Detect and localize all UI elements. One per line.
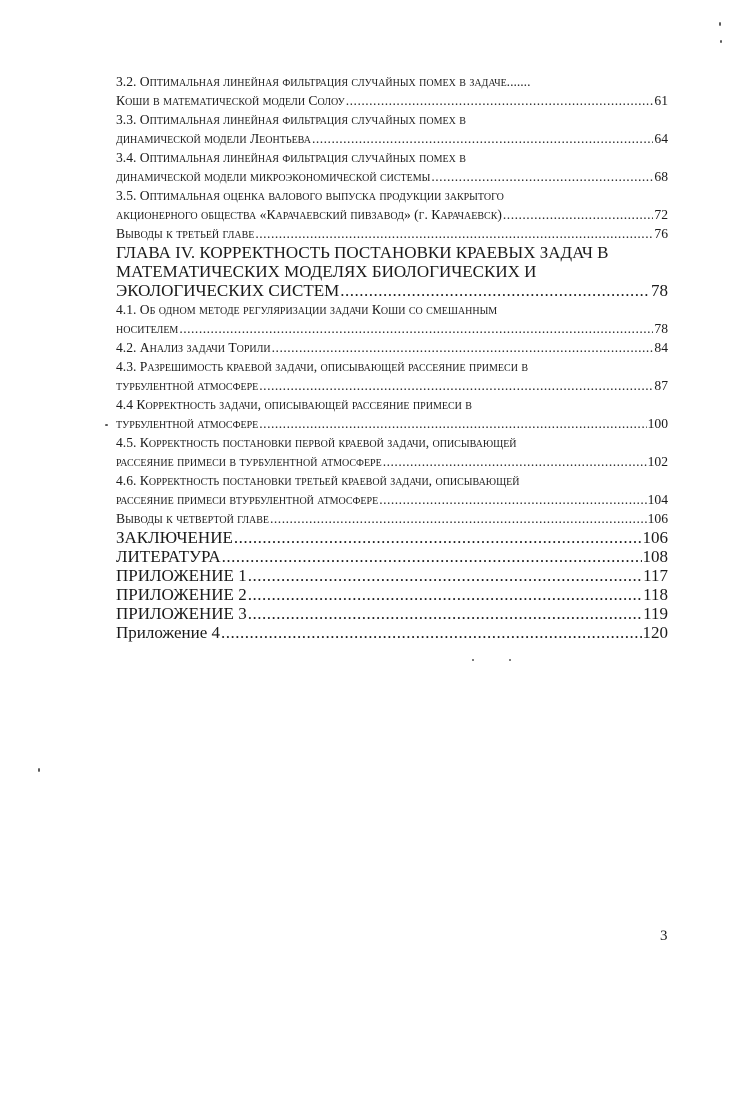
dot-leader <box>255 224 653 243</box>
toc-entry-page: 100 <box>647 416 668 431</box>
dot-leader <box>259 414 646 433</box>
toc-entry-title-line: ПРИЛОЖЕНИЕ 1 <box>116 566 247 585</box>
toc-entry <box>116 471 668 509</box>
dot-leader <box>312 129 653 148</box>
toc-entry-title-line: ЭКОЛОГИЧЕСКИХ СИСТЕМ <box>116 281 340 300</box>
toc-entry-last-line <box>116 452 668 471</box>
toc-entry-title-line: ЗАКЛЮЧЕНИЕ <box>116 528 233 547</box>
toc-entry <box>116 224 668 243</box>
toc-entry-last-line <box>116 376 668 395</box>
toc-entry-last-line <box>116 623 668 642</box>
dot-leader <box>383 452 647 471</box>
dot-leader <box>503 205 654 224</box>
page-number: 3 <box>660 928 668 944</box>
toc-entry-page: 68 <box>654 169 668 184</box>
toc-entry-last-line <box>116 547 668 566</box>
toc-entry <box>116 566 668 585</box>
toc-entry <box>116 604 668 623</box>
dot-leader <box>222 547 642 566</box>
toc-entry-last-line <box>116 509 668 528</box>
toc-entry-title-line: акционерного общества «Карачаевский пивзавод» (г. Карачаевск) <box>116 207 502 222</box>
toc-entry-title-line: 4.5. Корректность постановки первой краевой задачи, описывающей <box>116 435 517 450</box>
scan-speck <box>720 40 722 43</box>
toc-entry <box>116 110 668 148</box>
toc-entry-title-line: ГЛАВА IV. КОРРЕКТНОСТЬ ПОСТАНОВКИ КРАЕВЫХ ЗАДАЧ В <box>116 243 609 262</box>
toc-entry-title-line: 4.3. Разрешимость краевой задачи, описывающей рассеяние примеси в <box>116 359 528 374</box>
toc-entry-title-line: Выводы к четвертой главе <box>116 511 269 526</box>
toc-entry-last-line <box>116 91 668 110</box>
toc-entry-page: 78 <box>651 281 668 300</box>
toc-entry-last-line <box>116 528 668 547</box>
toc-entry-last-line <box>116 566 668 585</box>
toc-entry-page: 72 <box>654 207 668 222</box>
toc-entry-page: 87 <box>654 378 668 393</box>
toc-entry-title-line: МАТЕМАТИЧЕСКИХ МОДЕЛЯХ БИОЛОГИЧЕСКИХ И <box>116 262 537 281</box>
toc-entry-title-line: Коши в математической модели Солоу <box>116 93 345 108</box>
toc-entry-last-line <box>116 224 668 243</box>
toc-entry-title-line: 4.6. Корректность постановки третьей краевой задачи, описывающей <box>116 473 520 488</box>
scan-speck <box>472 659 474 661</box>
toc-entry-title-line: рассеяние примеси в турбулентной атмосфере <box>116 454 382 469</box>
table-of-contents <box>116 72 668 642</box>
toc-entry <box>116 433 668 471</box>
toc-entry-title-line: динамической модели Леонтьева <box>116 131 311 146</box>
toc-entry-page: 118 <box>643 585 668 604</box>
toc-entry-page: 102 <box>647 454 668 469</box>
toc-entry-title-line: ПРИЛОЖЕНИЕ 2 <box>116 585 247 604</box>
dot-leader <box>379 490 646 509</box>
toc-entry-title-line: 4.2. Анализ задачи Торили <box>116 340 271 355</box>
toc-entry-last-line <box>116 205 668 224</box>
toc-entry-title-line: Приложение 4 <box>116 623 220 642</box>
dot-leader <box>270 509 647 528</box>
toc-entry <box>116 585 668 604</box>
toc-entry-last-line <box>116 281 668 300</box>
toc-entry-title-line: 3.2. Оптимальная линейная фильтрация случайных помех в задаче....... <box>116 74 531 89</box>
toc-entry-title-line: 4.4 Корректность задачи, описывающей рассеяние примеси в <box>116 397 472 412</box>
scan-speck <box>105 424 108 426</box>
toc-entry-title-line: 3.3. Оптимальная линейная фильтрация случайных помех в <box>116 112 466 127</box>
toc-entry-page: 84 <box>654 340 668 355</box>
toc-entry-last-line <box>116 167 668 186</box>
toc-entry-page: 76 <box>654 226 668 241</box>
dot-leader <box>259 376 653 395</box>
toc-entry <box>116 357 668 395</box>
toc-entry-title-line: ПРИЛОЖЕНИЕ 3 <box>116 604 247 623</box>
toc-entry <box>116 148 668 186</box>
dot-leader <box>431 167 653 186</box>
toc-entry <box>116 300 668 338</box>
toc-entry-title-line: носителем <box>116 321 179 336</box>
toc-entry <box>116 623 668 642</box>
dot-leader <box>221 623 642 642</box>
toc-entry <box>116 509 668 528</box>
toc-entry-last-line <box>116 604 668 623</box>
dot-leader <box>248 585 642 604</box>
dot-leader <box>248 566 642 585</box>
toc-entry-title-line: динамической модели микроэкономической системы <box>116 169 431 184</box>
scan-speck <box>509 659 511 661</box>
toc-entry-last-line <box>116 319 668 338</box>
toc-entry-last-line <box>116 585 668 604</box>
toc-entry-last-line <box>116 490 668 509</box>
toc-entry-title-line: рассеяние примеси втурбулентной атмосфере <box>116 492 379 507</box>
toc-entry-page: 104 <box>647 492 668 507</box>
dot-leader <box>179 319 653 338</box>
toc-entry-page: 108 <box>642 547 668 566</box>
toc-entry-page: 120 <box>642 623 668 642</box>
toc-entry-title-line: ЛИТЕРАТУРА <box>116 547 221 566</box>
toc-entry <box>116 243 668 300</box>
toc-entry <box>116 186 668 224</box>
toc-entry <box>116 395 668 433</box>
toc-entry-last-line <box>116 338 668 357</box>
toc-entry-page: 61 <box>654 93 668 108</box>
toc-entry-page: 64 <box>654 131 668 146</box>
dot-leader <box>272 338 654 357</box>
toc-entry-page: 78 <box>654 321 668 336</box>
dot-leader <box>340 281 650 300</box>
toc-entry-page: 106 <box>642 528 668 547</box>
toc-entry <box>116 338 668 357</box>
toc-entry-title-line: 3.4. Оптимальная линейная фильтрация случайных помех в <box>116 150 466 165</box>
scan-speck <box>38 768 40 772</box>
toc-entry-title-line: 4.1. Об одном методе регуляризации задачи Коши со смешанным <box>116 302 498 317</box>
toc-entry-last-line <box>116 414 668 433</box>
toc-entry-title-line: 3.5. Оптимальная оценка валового выпуска продукции закрытого <box>116 188 504 203</box>
toc-entry-page: 106 <box>647 511 668 526</box>
scan-speck <box>719 22 721 26</box>
dot-leader <box>346 91 654 110</box>
toc-entry <box>116 72 668 110</box>
toc-entry-page: 117 <box>643 566 668 585</box>
dot-leader <box>234 528 642 547</box>
toc-entry-last-line <box>116 129 668 148</box>
toc-entry-title-line: турбулентной атмосфере <box>116 378 259 393</box>
toc-entry <box>116 547 668 566</box>
toc-entry-title-line: Выводы к третьей главе <box>116 226 255 241</box>
toc-entry-title-line: турбулентной атмосфере <box>116 416 259 431</box>
dot-leader <box>248 604 642 623</box>
toc-entry <box>116 528 668 547</box>
toc-entry-page: 119 <box>643 604 668 623</box>
